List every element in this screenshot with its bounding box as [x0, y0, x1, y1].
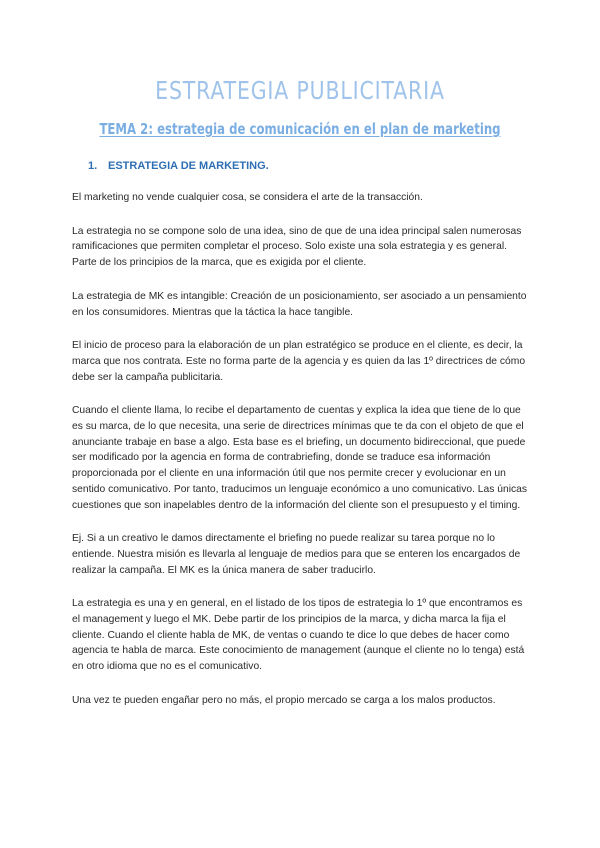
paragraph: La estrategia de MK es intangible: Creación de un posicionamiento, ser asociado a un pensamiento en los consumidores. Mientras que la táctica la hace tangible. [72, 290, 527, 318]
document-subtitle: TEMA 2: estrategia de comunicación en el plan de marketing [99, 120, 501, 138]
section-heading-text: ESTRATEGIA DE MARKETING. [108, 160, 269, 172]
paragraph: Una vez te pueden engañar pero no más, el propio mercado se carga a los malos productos. [72, 694, 496, 706]
section-number: 1. [88, 160, 98, 172]
paragraph: Cuando el cliente llama, lo recibe el departamento de cuentas y explica la idea que tiene de lo que es su marca, de lo que necesita, una serie de directrices mínimas que te da con el objeto de que el anunciante trabaje en base a algo. Esta base es el briefing, un documento bidireccional, que puede ser modificado por la agencia en forma de contrabriefing, donde se traduce esa información proporcionada por el cliente en una información útil que nos permite crecer y evolucionar en un sentido comunicativo. Por tanto, traducimos un lenguaje económico a uno comunicativo. Las únicas cuestiones que son inapelables dentro de la información del cliente son el presupuesto y el timing. [72, 405, 528, 511]
paragraph: La estrategia no se compone solo de una idea, sino de que de una idea principal salen numerosas ramificaciones que permiten completar el proceso. Solo existe una sola estrategia y es general. Parte de los principios de la marca, que es exigida por el cliente. [72, 225, 522, 269]
paragraph: La estrategia es una y en general, en el listado de los tipos de estrategia lo 1º que encontramos es el management y luego el MK. Debe partir de los principios de la marca, y dicha marca la fija el cliente. Cuando el cliente habla de MK, de ventas o cuando te dice lo que debes de hacer como agencia te habla de marca. Este conocimiento de management (aunque el cliente no lo tenga) está en otro idioma que no es el comunicativo. [72, 598, 525, 673]
body-text [72, 190, 532, 727]
section-heading [88, 160, 269, 172]
paragraph: El inicio de proceso para la elaboración de un plan estratégico se produce en el cliente, es decir, la marca que nos contrata. Este no forma parte de la agencia y es quien da las 1º directrices de cómo debe ser la campaña publicitaria. [72, 340, 526, 383]
paragraph: El marketing no vende cualquier cosa, se considera el arte de la transacción. [72, 192, 423, 203]
document-title: ESTRATEGIA PUBLICITARIA [155, 76, 445, 105]
paragraph: Ej. Si a un creativo le damos directamente el briefing no puede realizar su tarea porque no lo entiende. Nuestra misión es llevarla al lenguaje de medios para que se enteren los encargados de realizar la campaña. El MK es la única manera de saber traducirlo. [72, 533, 521, 576]
